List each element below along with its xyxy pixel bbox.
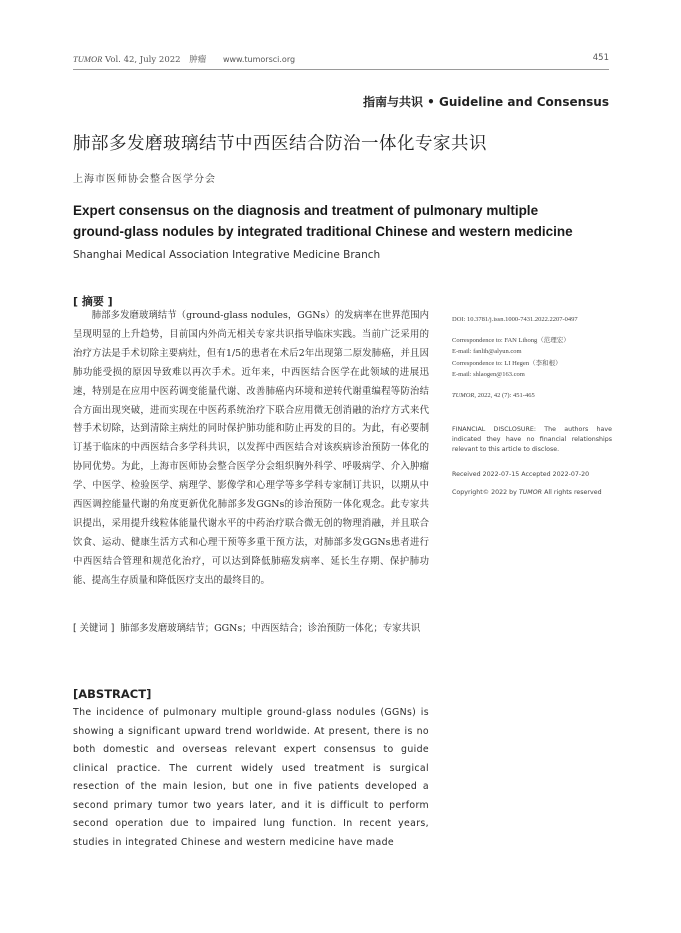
website-link[interactable]: www.tumorsci.org: [222, 55, 296, 64]
abstract-cn: 肺部多发磨玻璃结节（ground-glass nodules，GGNs）的发病率在世界范围内呈现明显的上升趋势，目前国内外尚无相关专家共识指导临床实践。当前广泛采用的治疗方法是手术切除主要病灶，但有1/5的患者在术后2年出现第二原发肺癌，并且因肺功能受损的原因导致难以再次手术。近年来，中西医结合医学在此领域的进展迅速，特别是在应用中医药调变能量代谢、改善肺癌内环境和逆转代谢重编程等防治结合方面出现突破，进而实现在中医药系统治疗下联合应用微无创消融的治疗方式来代替手术切除，达到清除主病灶的同时保护肺功能和防止再发的目的。为此，有必要制订基于临床的中西医结合多学科共识，以发挥中西医结合对该疾病诊治预防一体化的协同优势。为此，上海市医师协会整合医学分会组织胸外科学、呼吸病学、介入肿瘤学、中医学、检验医学、病理学、影像学和心理学等多学科专家制订共识，以期从中西医调控能量代谢的角度更新优化肺部多发GGNs的诊治预防一体化观念。此专家共识提出，采用提升线粒体能量代谢水平的中药治疗联合微无创的物理消融，并且联合饮食、运动、健康生活方式和心理干预等多重干预方法，对肺部多发GGNs患者进行中西医结合管理和规范化治疗，可以达到降低肺癌发病率、延长生存期、保护肺功能、提高生存质量和降低医疗支出的最终目的。: [73, 310, 429, 586]
copyright-suffix: All rights reserved: [542, 488, 602, 496]
title-en-line1: Expert consensus on the diagnosis and treatment of pulmonary multiple: [73, 203, 539, 218]
organization-cn: 上海市医师协会整合医学分会: [73, 174, 216, 185]
page-number: 451: [592, 53, 609, 63]
keywords-cn: 肺部多发磨玻璃结节；GGNs；中西医结合；诊治预防一体化；专家共识: [120, 623, 421, 634]
copyright: [452, 487, 612, 499]
title-en: [73, 200, 613, 242]
journal-name: TUMOR: [73, 54, 103, 64]
email-1[interactable]: E-mail: fanlih@alyun.com: [452, 348, 522, 355]
keywords: [73, 620, 429, 639]
journal-name-cn: 肿瘤: [189, 55, 207, 65]
journal-volume: Vol. 42, July 2022: [104, 55, 181, 65]
abstract-cn-label: [ 摘要 ]: [73, 295, 113, 308]
doi[interactable]: DOI: 10.3781/j.issn.1000-7431.2022.2207-0497: [452, 316, 578, 323]
section-label: 指南与共识 • Guideline and Consensus: [362, 95, 609, 109]
copyright-prefix: Copyright© 2022 by: [452, 488, 519, 496]
article-dates: Received 2022-07-15 Accepted 2022-07-20: [452, 471, 590, 478]
financial-disclosure: FINANCIAL DISCLOSURE: The authors have indicated they have no financial relationships relevant to this article to disclose.: [452, 426, 612, 453]
citation-details: , 2022, 42 (7): 451-465: [474, 391, 535, 399]
copyright-journal: TUMOR: [518, 488, 543, 496]
keywords-label: [ 关键词 ]: [73, 623, 115, 634]
title-en-line2: ground-glass nodules by integrated traditional Chinese and western medicine: [73, 224, 573, 239]
running-header: [73, 53, 609, 65]
correspondence-2: Correspondence to: LI Hegen（李和根）: [452, 359, 562, 367]
title-cn: 肺部多发磨玻璃结节中西医结合防治一体化专家共识: [73, 134, 487, 154]
organization-en: Shanghai Medical Association Integrative Medicine Branch: [73, 249, 381, 261]
correspondence-1: Correspondence to: FAN Lihong（范理宏）: [452, 336, 570, 344]
citation: [452, 390, 612, 402]
header-divider: [73, 69, 609, 70]
article-sidebar: [452, 314, 612, 498]
abstract-en-label: [ABSTRACT]: [73, 687, 152, 701]
citation-journal: TUMOR: [452, 391, 475, 399]
email-2[interactable]: E-mail: shlaogen@163.com: [452, 371, 525, 378]
abstract-en: The incidence of pulmonary multiple ground-glass nodules (GGNs) is showing a significant upward trend worldwide. At present, there is no both domestic and overseas relevant expert consensus to guide clinical practice. The current widely used treatment is surgical resection of the main lesion, but one in five patients developed a second primary tumor two years later, and it is difficult to perform second operation due to impaired lung function. In recent years, studies in integrated Chinese and western medicine have made: [73, 707, 429, 848]
